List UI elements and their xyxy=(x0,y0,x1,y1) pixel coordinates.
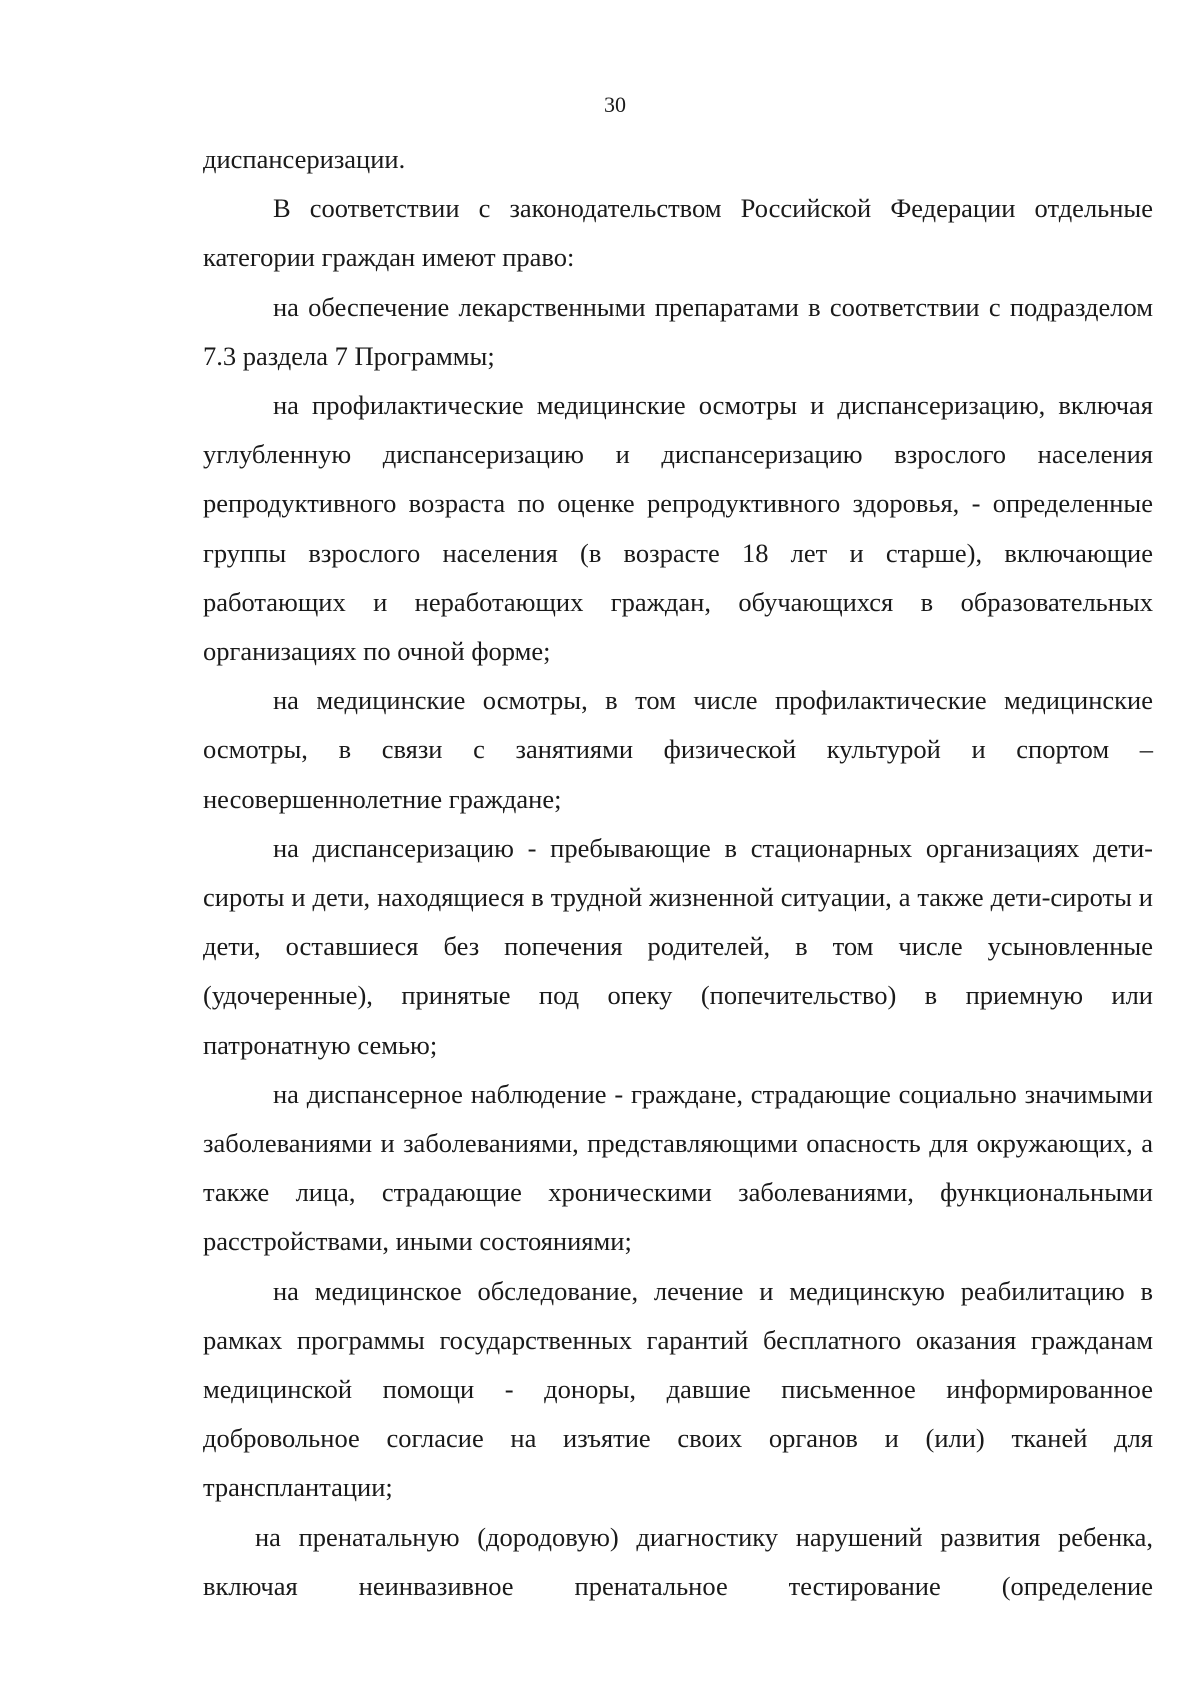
paragraph-prenatal-diagnostics: на пренатальную (дородовую) диагностику нарушений развития ребенка, включая неинвазивное пренатальное тестирование (определение xyxy=(203,1521,1153,1601)
paragraph-dispensary-observation: на диспансерное наблюдение - граждане, страдающие социально значимыми заболеваниями и заболеваниями, представляющими опасность для окружающих, а также лица, страдающие хроническими заболеваниями, функциональными расстройствами, иными состояниями; xyxy=(203,1078,1153,1257)
paragraph-donors: на медицинское обследование, лечение и медицинскую реабилитацию в рамках программы государственных гарантий бесплатного оказания гражданам медицинской помощи - доноры, давшие письменное информированное добровольное согласие на изъятие своих органов и (или) тканей для трансплантации; xyxy=(203,1275,1153,1503)
paragraph-preventive-exams: на профилактические медицинские осмотры и диспансеризацию, включая углубленную диспансеризацию и диспансеризацию взрослого населения репродуктивного возраста по оценке репродуктивного здоровья, - определенные группы взрослого населения (в возрасте 18 лет и старше), включающие работающих и неработающих граждан, обучающихся в образовательных организациях по очной форме; xyxy=(203,390,1153,667)
paragraph-continuation: диспансеризации. xyxy=(203,144,406,174)
paragraph-intro: В соответствии с законодательством Российской Федерации отдельные категории граждан имеют право: xyxy=(203,193,1153,273)
paragraph-orphans-dispensary: на диспансеризацию - пребывающие в стационарных организациях дети-сироты и дети, находящиеся в трудной жизненной ситуации, а также дети-сироты и дети, оставшиеся без попечения родителей, в том числе усыновленные (удочеренные), принятые под опеку (попечительство) в приемную или патронатную семью; xyxy=(203,832,1153,1060)
paragraph-medications: на обеспечение лекарственными препаратами в соответствии с подразделом 7.3 раздела 7 Программы; xyxy=(203,291,1153,371)
paragraph-medical-exams-minors: на медицинские осмотры, в том числе профилактические медицинские осмотры, в связи с занятиями физической культурой и спортом – несовершеннолетние граждане; xyxy=(203,685,1153,814)
page-number: 30 xyxy=(604,92,626,117)
document-body xyxy=(203,135,1153,1611)
